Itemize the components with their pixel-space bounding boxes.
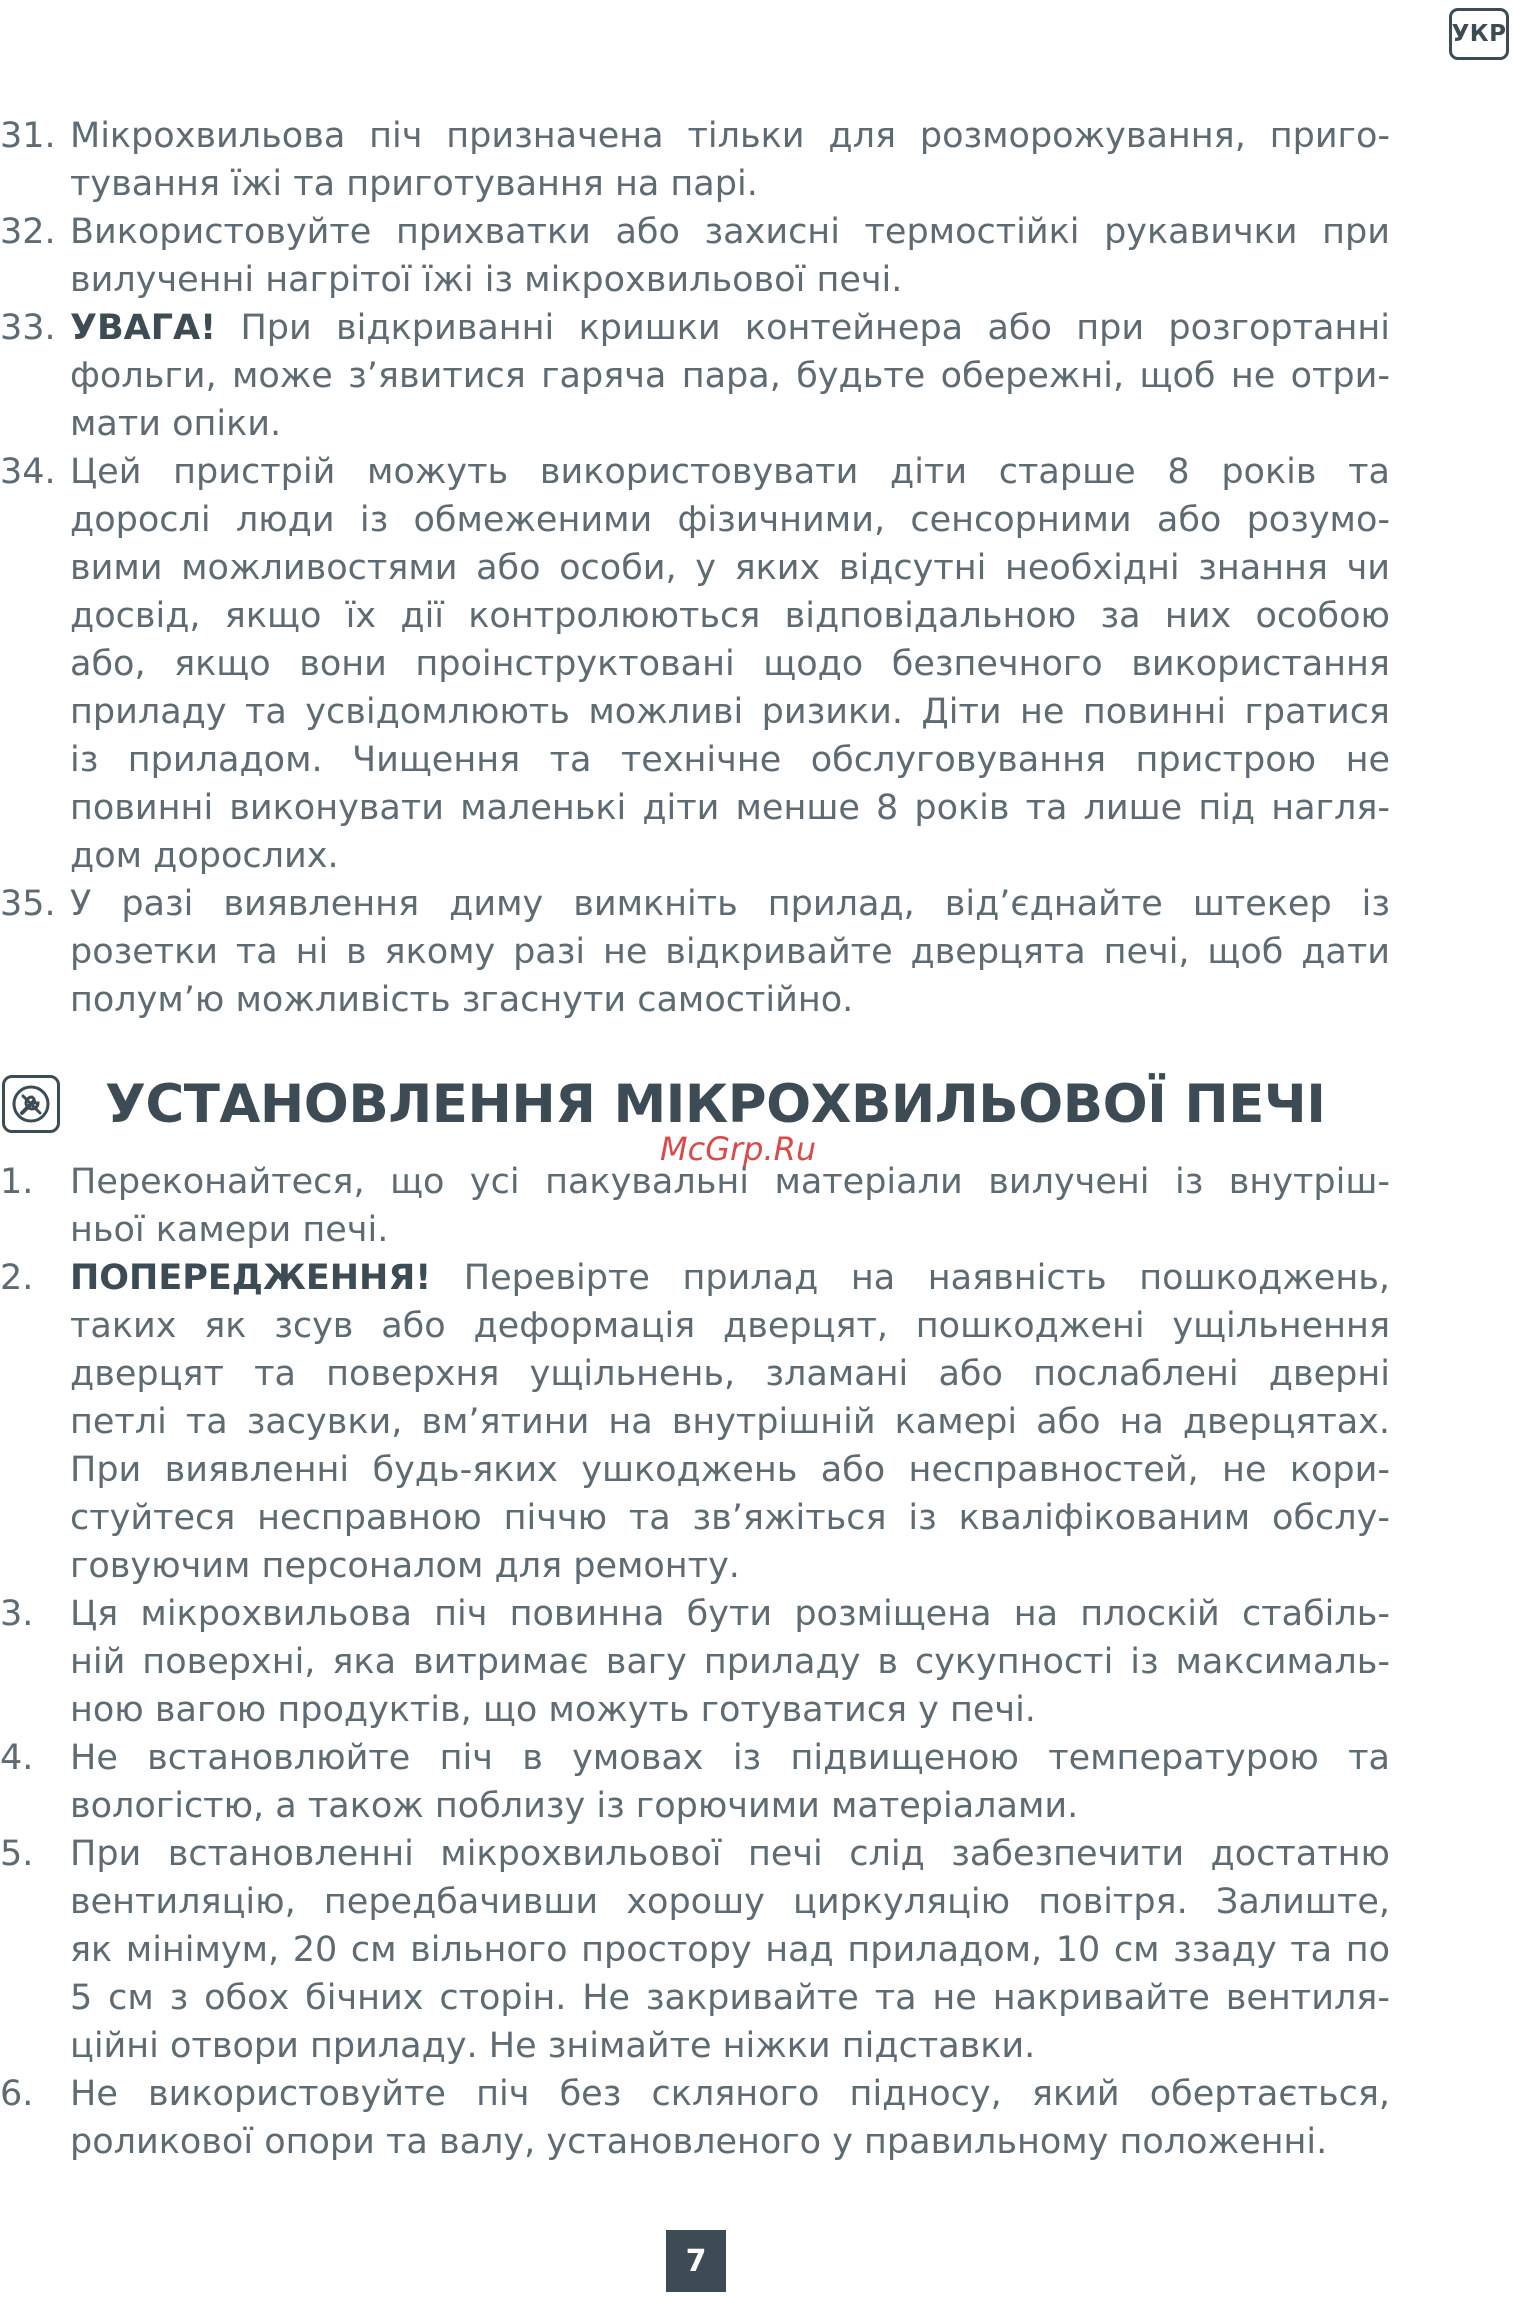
text-line: вентиляцію, передбачивши хорошу циркуляцію повітря. Залиште,	[70, 1882, 1390, 1922]
item-number: 32.	[0, 212, 56, 252]
warning-label: ПОПЕРЕДЖЕННЯ!	[70, 1258, 432, 1298]
warning-label: УВАГА!	[70, 308, 217, 348]
item-number: 1.	[0, 1162, 34, 1202]
text-line: повинні виконувати маленькі діти менше 8 років та лише під нагля-	[70, 788, 1390, 828]
text-line: ною вагою продуктів, що можуть готуватися у печі.	[70, 1690, 1036, 1730]
text-line: розетки та ні в якому разі не відкривайте дверцята печі, щоб дати	[70, 932, 1390, 972]
list-item	[0, 304, 1390, 448]
text-line: говуючим персоналом для ремонту.	[70, 1546, 740, 1586]
item-number: 3.	[0, 1594, 34, 1634]
text-line: Ця мікрохвильова піч повинна бути розміщена на плоскій стабіль-	[70, 1594, 1390, 1634]
list-item	[0, 112, 1390, 208]
text-line: петлі та засувки, вм’ятини на внутрішній камері або на дверцятах.	[70, 1402, 1390, 1442]
list-item	[0, 1254, 1390, 1590]
text-line: При виявленні будь-яких ушкоджень або несправностей, не кори-	[70, 1450, 1390, 1490]
text-line: У разі виявлення диму вимкніть прилад, від’єднайте штекер із	[70, 884, 1390, 924]
installation-instructions-list	[0, 1158, 1390, 2166]
list-item	[0, 1830, 1390, 2070]
text-line: або, якщо вони проінструктовані щодо безпечного використання	[70, 644, 1390, 684]
page-number: 7	[666, 2230, 726, 2292]
text-line: дорослі люди із обмеженими фізичними, сенсорними або розумо-	[70, 500, 1390, 540]
text-line: полум’ю можливість згаснути самостійно.	[70, 980, 854, 1020]
list-item	[0, 1734, 1390, 1830]
text-line-content: При відкриванні кришки контейнера або при розгортанні	[240, 308, 1390, 348]
list-item	[0, 448, 1390, 880]
text-line: роликової опори та валу, установленого у правильному положенні.	[70, 2122, 1328, 2162]
item-number: 35.	[0, 884, 56, 924]
list-item	[0, 2070, 1390, 2166]
text-line: Не використовуйте піч без скляного підносу, який обертається,	[70, 2074, 1390, 2114]
text-line: мати опіки.	[70, 404, 282, 444]
text-line: таких як зсув або деформація дверцят, пошкоджені ущільнення	[70, 1306, 1390, 1346]
text-line: фольги, може з’явитися гаряча пара, будьте обережні, щоб не отри-	[70, 356, 1390, 396]
text-line: вилученні нагрітої їжі із мікрохвильової печі.	[70, 260, 903, 300]
list-item	[0, 880, 1390, 1024]
section-title: УСТАНОВЛЕННЯ МІКРОХВИЛЬОВОЇ ПЕЧІ	[105, 1074, 1326, 1135]
item-number: 34.	[0, 452, 56, 492]
item-number: 2.	[0, 1258, 34, 1298]
text-line: ньої камери печі.	[70, 1210, 389, 1250]
safety-instructions-list	[0, 112, 1390, 1024]
text-line: ній поверхні, яка витримає вагу приладу в сукупності із максималь-	[70, 1642, 1390, 1682]
wrench-screwdriver-icon	[2, 1075, 60, 1133]
text-line: із приладом. Чищення та технічне обслуговування пристрою не	[70, 740, 1390, 780]
watermark: McGrp.Ru	[660, 1130, 817, 1168]
item-number: 33.	[0, 308, 56, 348]
list-item	[0, 208, 1390, 304]
item-number: 6.	[0, 2074, 34, 2114]
language-badge: УКР	[1449, 8, 1509, 60]
text-line-content: Перевірте прилад на наявність пошкоджень,	[463, 1258, 1390, 1298]
text-line	[70, 1254, 1390, 1302]
text-line: ційні отвори приладу. Не знімайте ніжки підставки.	[70, 2026, 1036, 2066]
text-line: вими можливостями або особи, у яких відсутні необхідні знання чи	[70, 548, 1390, 588]
text-line: приладу та усвідомлюють можливі ризики. Діти не повинні гратися	[70, 692, 1390, 732]
text-line: При встановленні мікрохвильової печі слід забезпечити достатню	[70, 1834, 1390, 1874]
text-line: Мікрохвильова піч призначена тільки для розморожування, приго-	[70, 116, 1390, 156]
text-line: Використовуйте прихватки або захисні термостійкі рукавички при	[70, 212, 1390, 252]
text-line: вологістю, а також поблизу із горючими матеріалами.	[70, 1786, 1079, 1826]
list-item	[0, 1158, 1390, 1254]
text-line	[70, 304, 1390, 352]
item-number: 5.	[0, 1834, 34, 1874]
text-line: як мінімум, 20 см вільного простору над приладом, 10 см ззаду та по	[70, 1930, 1390, 1970]
text-line: Переконайтеся, що усі пакувальні матеріали вилучені із внутріш-	[70, 1162, 1390, 1202]
text-line: тування їжі та приготування на парі.	[70, 164, 758, 204]
text-line: дом дорослих.	[70, 836, 339, 876]
list-item	[0, 1590, 1390, 1734]
item-number: 4.	[0, 1738, 34, 1778]
text-line: Не встановлюйте піч в умовах із підвищеною температурою та	[70, 1738, 1390, 1778]
text-line: дверцят та поверхня ущільнень, зламані або послаблені дверні	[70, 1354, 1390, 1394]
text-line: досвід, якщо їх дії контролюються відповідальною за них особою	[70, 596, 1390, 636]
text-line: стуйтеся несправною піччю та зв’яжіться із кваліфікованим обслу-	[70, 1498, 1390, 1538]
text-line: 5 см з обох бічних сторін. Не закривайте та не накривайте вентиля-	[70, 1978, 1390, 2018]
text-line: Цей пристрій можуть використовувати діти старше 8 років та	[70, 452, 1390, 492]
item-number: 31.	[0, 116, 56, 156]
